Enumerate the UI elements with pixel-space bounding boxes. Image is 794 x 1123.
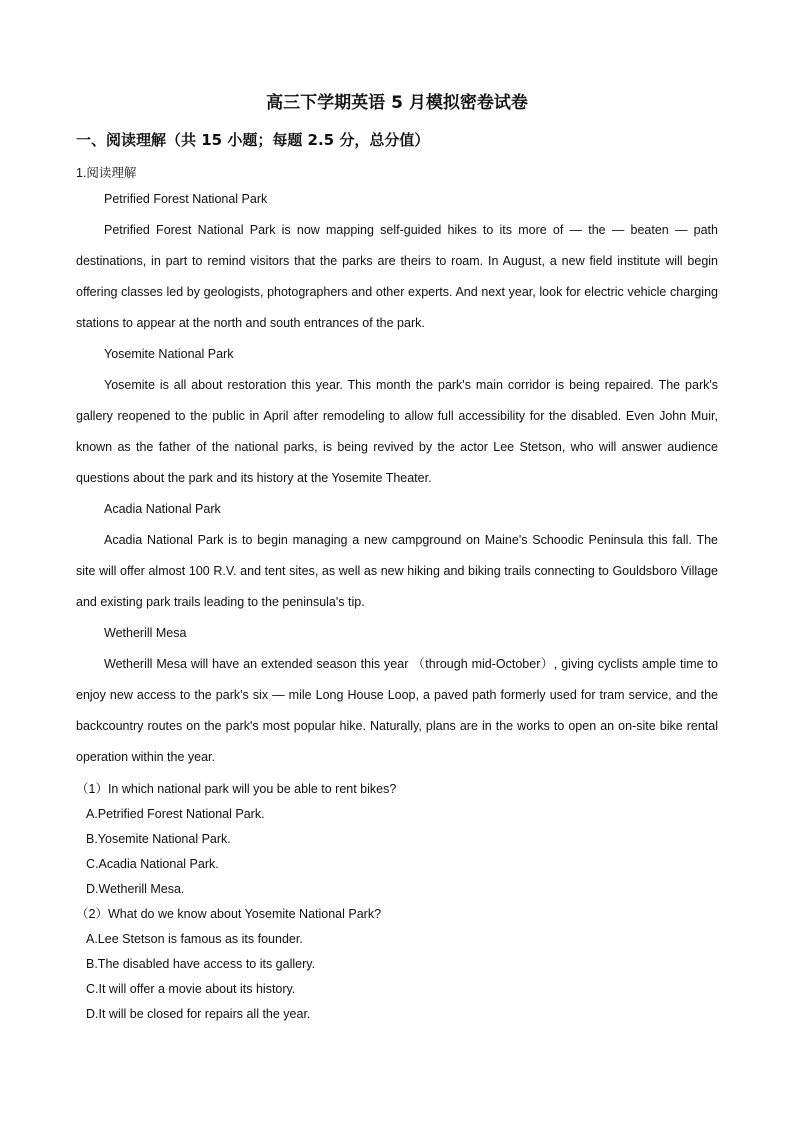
- question-list: [76, 777, 718, 1027]
- passage-subheading: Yosemite National Park: [104, 347, 234, 361]
- answer-option-a: A.Petrified Forest National Park.: [86, 807, 265, 821]
- question-stem: （1）In which national park will you be able to rent bikes?: [76, 782, 397, 796]
- passage-paragraph: Petrified Forest National Park is now mapping self-guided hikes to its more of — the — beaten — path destinations, in part to remind visitors that the parks are theirs to roam. In August, a new field institute will begin offering classes led by geologists, photographers and other experts. And next year, look for electric vehicle charging stations to appear at the north and south entrances of the park.: [76, 223, 718, 330]
- passage-subheading: Petrified Forest National Park: [104, 192, 268, 206]
- passage-subheading: Acadia National Park: [104, 502, 221, 516]
- answer-option-d: D.It will be closed for repairs all the year.: [86, 1007, 311, 1021]
- section-heading: 一、阅读理解（共 15 小题；每题 2.5 分，总分值）: [76, 131, 430, 149]
- answer-option-c: C.It will offer a movie about its history.: [86, 982, 296, 996]
- question-stem: （2）What do we know about Yosemite National Park?: [76, 907, 382, 921]
- answer-option-c: C.Acadia National Park.: [86, 857, 219, 871]
- passage-subheading: Wetherill Mesa: [104, 626, 187, 640]
- answer-option-d: D.Wetherill Mesa.: [86, 882, 185, 896]
- passage-paragraph: Wetherill Mesa will have an extended season this year （through mid-October）, giving cyclists ample time to enjoy new access to the park's six — mile Long House Loop, a paved path formerly used for tram service, and the backcountry routes on the park's most popular hike. Naturally, plans are in the works to open an on-site bike rental operation within the year.: [76, 657, 718, 764]
- reading-passage: [76, 184, 718, 773]
- answer-option-b: B.The disabled have access to its gallery.: [86, 957, 316, 971]
- answer-option-b: B.Yosemite National Park.: [86, 832, 231, 846]
- page-title: 高三下学期英语 5 月模拟密卷试卷: [266, 93, 528, 113]
- question-label: 1.阅读理解: [76, 166, 137, 180]
- passage-paragraph: Acadia National Park is to begin managing a new campground on Maine's Schoodic Peninsula this fall. The site will offer almost 100 R.V. and tent sites, as well as new hiking and biking trails connecting to Gouldsboro Village and existing park trails leading to the peninsula's tip.: [76, 533, 718, 609]
- passage-paragraph: Yosemite is all about restoration this year. This month the park's main corridor is being repaired. The park's gallery reopened to the public in April after remodeling to allow full accessibility for the disabled. Even John Muir, known as the father of the national parks, is being revived by the actor Lee Stetson, who will answer audience questions about the park and its history at the Yosemite Theater.: [76, 378, 718, 485]
- answer-option-a: A.Lee Stetson is famous as its founder.: [86, 932, 303, 946]
